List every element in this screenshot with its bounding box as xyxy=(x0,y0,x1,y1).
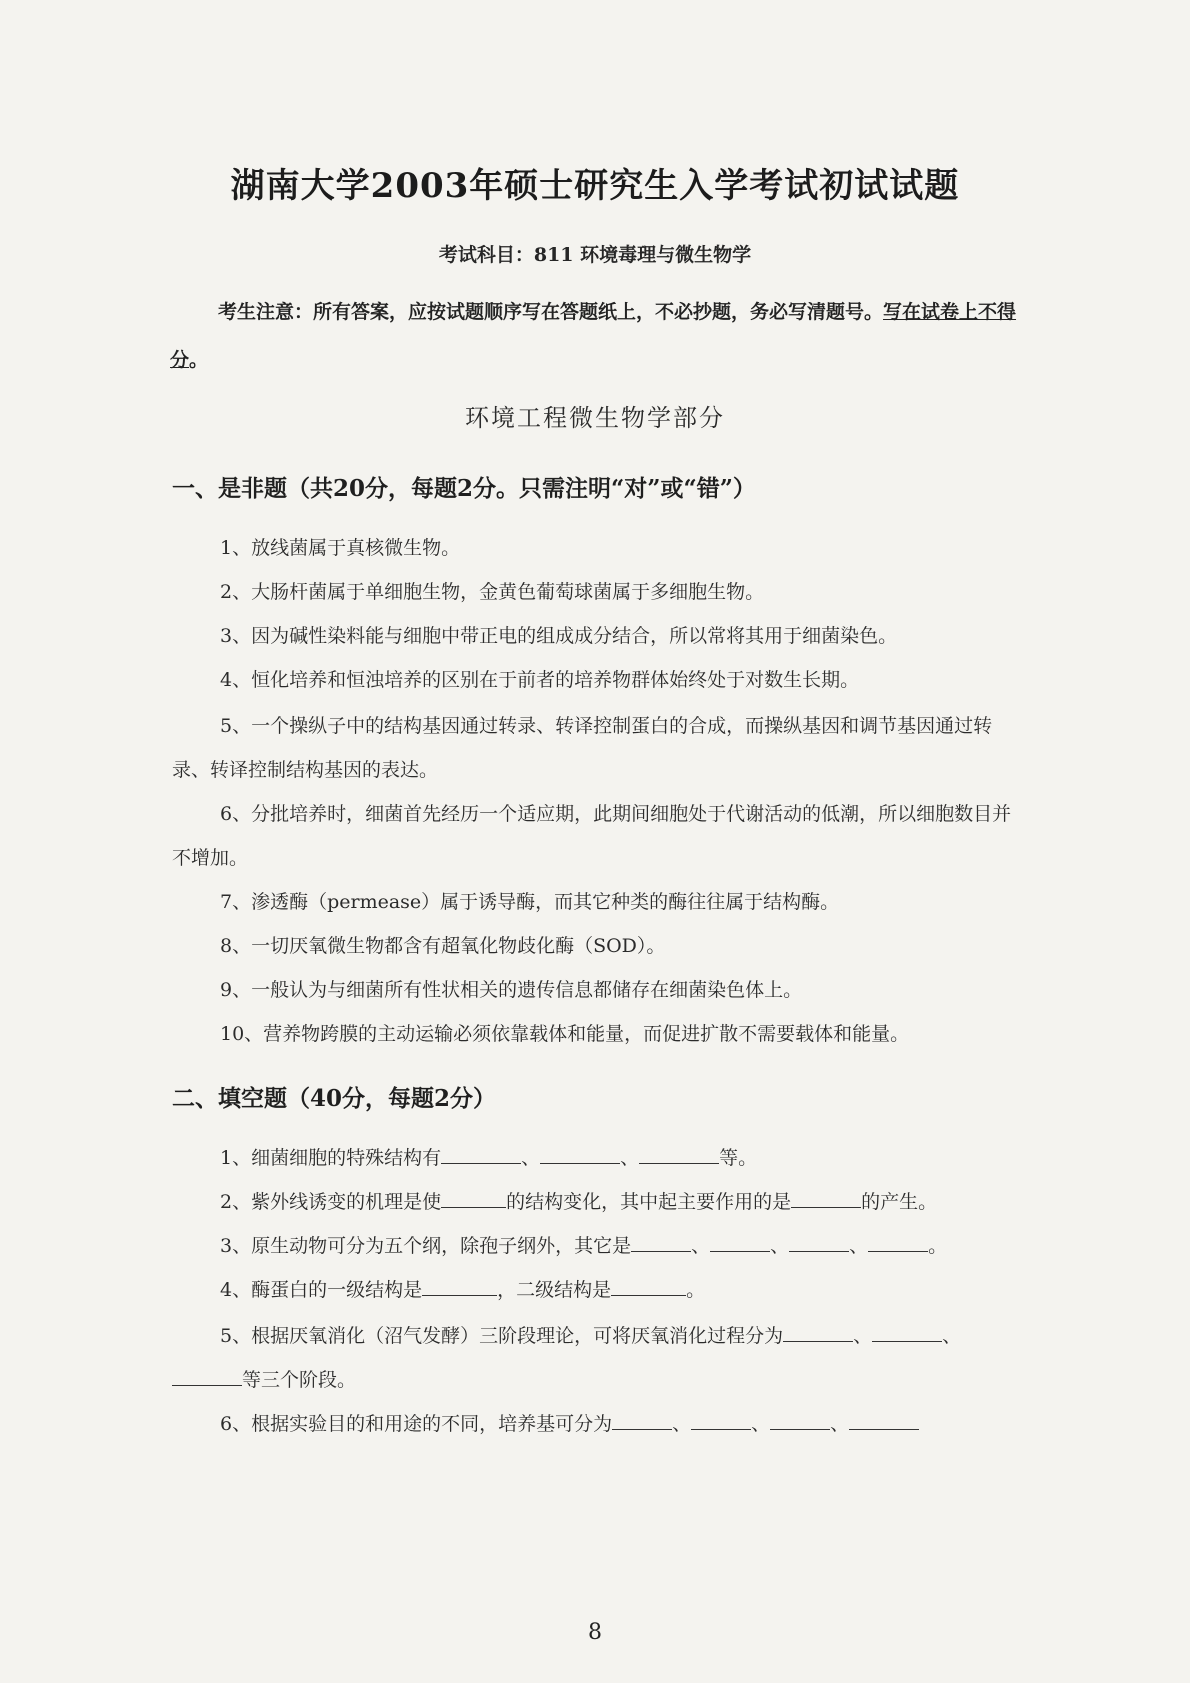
q1-sep: 、 xyxy=(521,1147,541,1169)
q6-text: 6、根据实验目的和用途的不同，培养基可分为 xyxy=(220,1413,613,1435)
q1-text: 1、细菌细胞的特殊结构有 xyxy=(220,1147,442,1169)
q1-sep: 、 xyxy=(620,1147,640,1169)
q4-end: 。 xyxy=(686,1279,706,1301)
q5-sep: 、 xyxy=(853,1325,873,1347)
answer-blank xyxy=(868,1229,928,1252)
q6-sep: 、 xyxy=(751,1413,771,1435)
q3-end: 。 xyxy=(928,1235,948,1257)
answer-blank xyxy=(639,1141,719,1164)
notice-end: 。 xyxy=(189,349,209,371)
answer-blank xyxy=(441,1141,521,1164)
fill-question-2 xyxy=(172,1180,1022,1224)
tf-question-6: 6、分批培养时，细菌首先经历一个适应期，此期间细胞处于代谢活动的低潮，所以细胞数目并不增加。 xyxy=(172,803,1012,869)
q5-end: 等三个阶段。 xyxy=(242,1369,357,1391)
answer-blank xyxy=(172,1363,242,1386)
q4-text: 4、酶蛋白的一级结构是 xyxy=(220,1279,423,1301)
notice-underlined: 写在试卷上不得分 xyxy=(170,301,1017,371)
tf-question-8: 8、一切厌氧微生物都含有超氧化物歧化酶（SOD）。 xyxy=(220,935,666,957)
q2-end: 的产生。 xyxy=(861,1191,938,1213)
answer-blank xyxy=(783,1319,853,1342)
section-heading: 环境工程微生物学部分 xyxy=(465,404,725,432)
answer-blank xyxy=(789,1229,849,1252)
q3-sep: 、 xyxy=(770,1235,790,1257)
answer-blank xyxy=(770,1407,830,1430)
answer-blank xyxy=(611,1273,686,1296)
q2-text: 的结构变化，其中起主要作用的是 xyxy=(506,1191,792,1213)
q3-text: 3、原生动物可分为五个纲，除孢子纲外，其它是 xyxy=(220,1235,632,1257)
q6-sep: 、 xyxy=(830,1413,850,1435)
exam-title: 湖南大学2003年硕士研究生入学考试初试试题 xyxy=(230,166,960,206)
part1-heading: 一、是非题（共20分，每题2分。只需注明“对”或“错”） xyxy=(172,475,756,502)
answer-blank xyxy=(710,1229,770,1252)
answer-blank xyxy=(422,1273,497,1296)
tf-question-4: 4、恒化培养和恒浊培养的区别在于前者的培养物群体始终处于对数生长期。 xyxy=(220,669,860,691)
answer-blank xyxy=(540,1141,620,1164)
exam-subject: 考试科目：811 环境毒理与微生物学 xyxy=(438,244,752,266)
q3-sep: 、 xyxy=(849,1235,869,1257)
answer-blank xyxy=(791,1185,861,1208)
answer-blank xyxy=(872,1319,942,1342)
q2-text: 2、紫外线诱变的机理是使 xyxy=(220,1191,442,1213)
q6-sep: 、 xyxy=(672,1413,692,1435)
fill-question-6 xyxy=(172,1402,1022,1446)
page-number: 8 xyxy=(588,1620,602,1645)
fill-question-5 xyxy=(172,1314,1022,1402)
q3-sep: 、 xyxy=(691,1235,711,1257)
tf-question-5: 5、一个操纵子中的结构基因通过转录、转译控制蛋白的合成，而操纵基因和调节基因通过转录、转译控制结构基因的表达。 xyxy=(172,715,993,781)
tf-question-10: 10、营养物跨膜的主动运输必须依靠载体和能量，而促进扩散不需要载体和能量。 xyxy=(220,1023,910,1045)
part2-heading: 二、填空题（40分，每题2分） xyxy=(172,1085,497,1112)
candidate-notice xyxy=(170,288,1040,384)
tf-question-9: 9、一般认为与细菌所有性状相关的遗传信息都储存在细菌染色体上。 xyxy=(220,979,803,1001)
fill-question-3 xyxy=(172,1224,1022,1268)
tf-question-3: 3、因为碱性染料能与细胞中带正电的组成成分结合，所以常将其用于细菌染色。 xyxy=(220,625,898,647)
q5-sep: 、 xyxy=(942,1325,962,1347)
tf-question-1: 1、放线菌属于真核微生物。 xyxy=(220,537,461,559)
answer-blank xyxy=(441,1185,506,1208)
answer-blank xyxy=(612,1407,672,1430)
answer-blank xyxy=(631,1229,691,1252)
answer-blank xyxy=(691,1407,751,1430)
q5-text: 5、根据厌氧消化（沼气发酵）三阶段理论，可将厌氧消化过程分为 xyxy=(220,1325,784,1347)
notice-text: 考生注意：所有答案，应按试题顺序写在答题纸上，不必抄题，务必写清题号。 xyxy=(218,301,884,323)
answer-blank xyxy=(849,1407,919,1430)
q4-text: ，二级结构是 xyxy=(497,1279,612,1301)
tf-question-2: 2、大肠杆菌属于单细胞生物，金黄色葡萄球菌属于多细胞生物。 xyxy=(220,581,765,603)
q1-end: 等。 xyxy=(719,1147,758,1169)
tf-question-7: 7、渗透酶（permease）属于诱导酶，而其它种类的酶往往属于结构酶。 xyxy=(220,891,840,913)
fill-question-4 xyxy=(172,1268,1022,1312)
fill-question-1 xyxy=(172,1136,1022,1180)
